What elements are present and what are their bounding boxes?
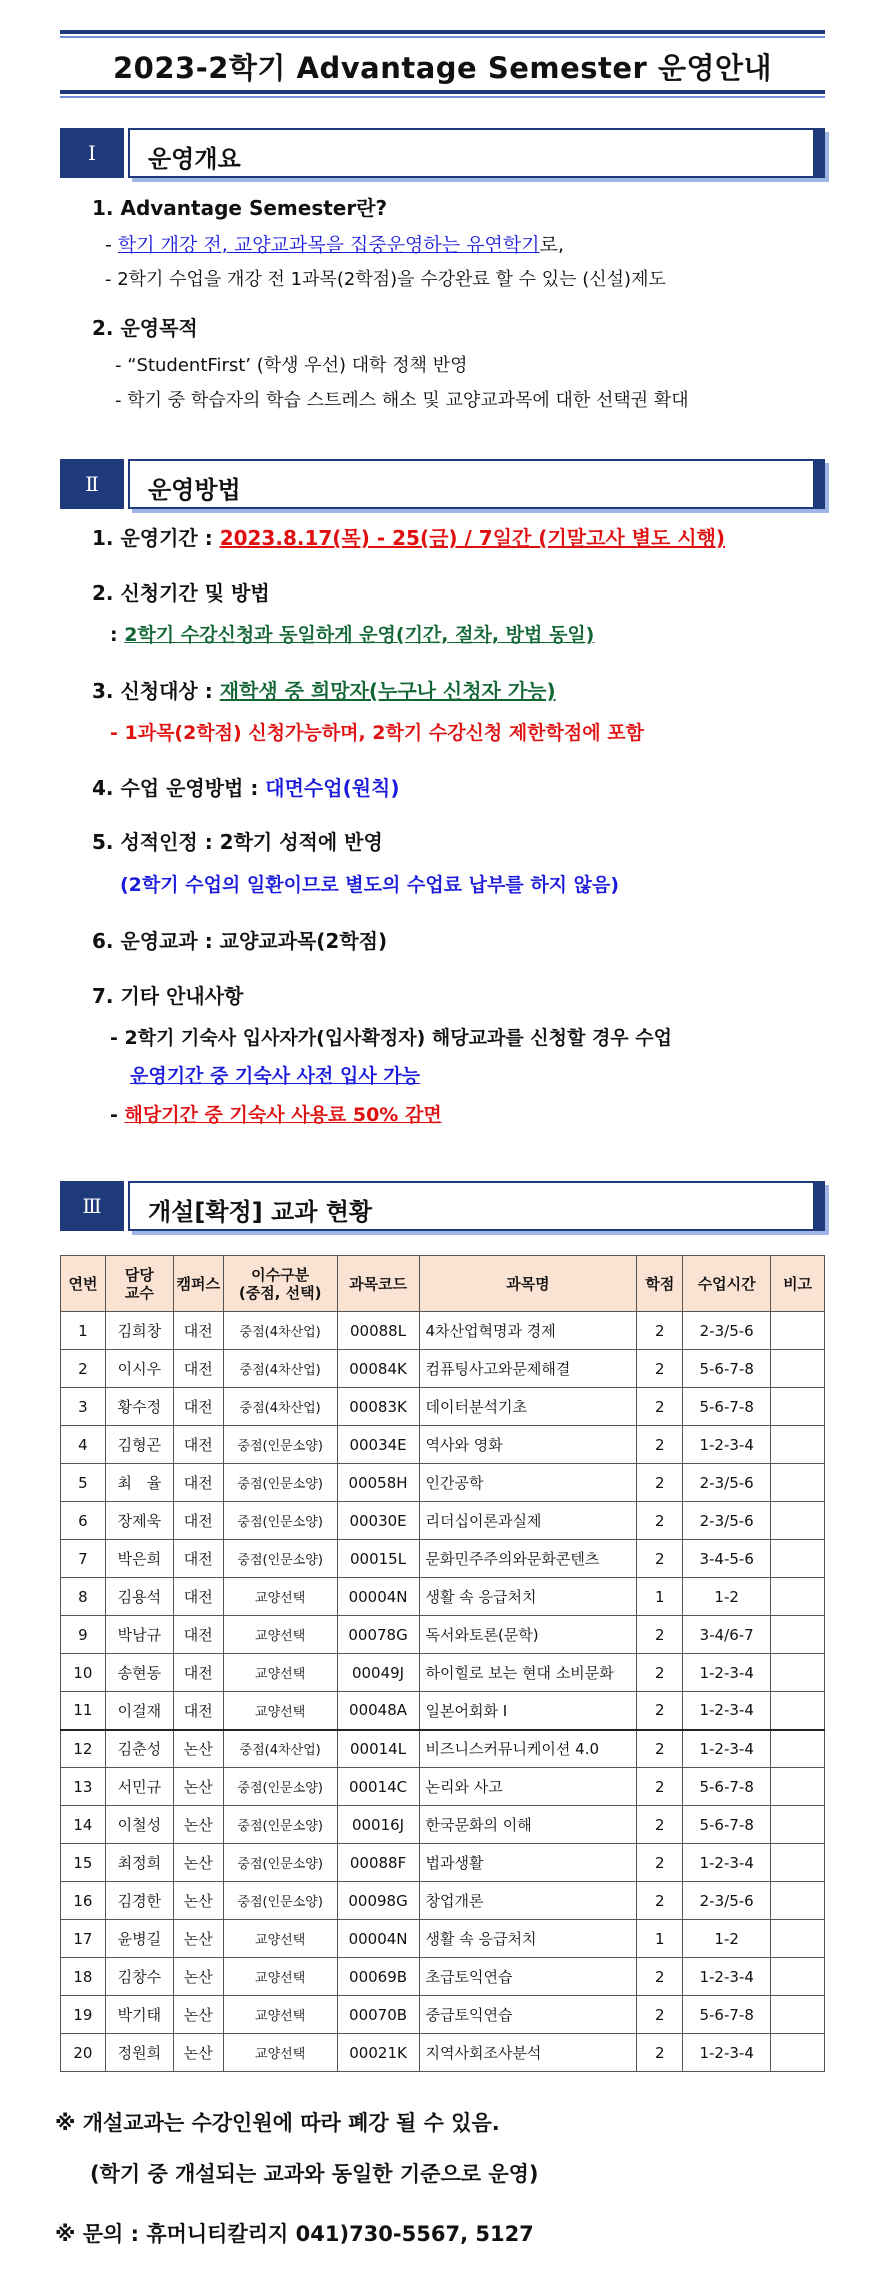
table-cell: 19 [61,1996,106,2034]
table-cell: 00016J [337,1806,419,1844]
table-cell: 중점(인문소양) [223,1882,337,1920]
table-cell: 00049J [337,1654,419,1692]
table-cell: 00014C [337,1768,419,1806]
overview-item1-line2: - 2학기 수업을 개강 전 1과목(2학점)을 수강완료 할 수 있는 (신설)제도 [105,269,666,290]
table-cell: 하이힐로 보는 현대 소비문화 [419,1654,637,1692]
method-apply-heading: 2. 신청기간 및 방법 [92,581,270,605]
table-cell: 박남규 [105,1616,173,1654]
table-cell: 4 [61,1426,106,1464]
table-cell: 대전 [173,1616,223,1654]
table-cell: 00030E [337,1502,419,1540]
table-cell: 초급토익연습 [419,1958,637,1996]
note-contact: ※ 문의 : 휴머니티칼리지 041)730-5567, 5127 [55,2222,534,2246]
table-row [61,1502,825,1540]
table-row [61,1350,825,1388]
table-cell: 3-4/6-7 [683,1616,771,1654]
table-cell: 교양선택 [223,1920,337,1958]
title-banner [60,30,825,98]
table-cell: 교양선택 [223,2034,337,2072]
table-cell: 이철성 [105,1806,173,1844]
table-cell: 생활 속 응급처치 [419,1920,637,1958]
title-rule-bottom-thin [60,96,825,98]
table-cell [771,1616,825,1654]
overview-item2-heading: 2. 운영목적 [92,316,198,340]
colon: : [110,624,125,646]
table-cell: 00014L [337,1730,419,1768]
table-row [61,1996,825,2034]
table-cell [771,1692,825,1730]
method-period-value: 2023.8.17(목) - 25(금) / 7일간 (기말고사 별도 시행) [219,526,726,550]
overview-item2-line1: - “StudentFirst’ (학생 우선) 대학 정책 반영 [115,355,468,376]
table-cell: 독서와토론(문학) [419,1616,637,1654]
table-cell [771,1654,825,1692]
table-cell: 윤병길 [105,1920,173,1958]
table-cell: 1 [61,1312,106,1350]
table-cell: 5-6-7-8 [683,1350,771,1388]
table-cell: 16 [61,1882,106,1920]
method-etc-line3 [110,1100,442,1127]
section-title-box [128,459,825,509]
table-cell: 법과생활 [419,1844,637,1882]
table-row [61,1844,825,1882]
table-cell: 교양선택 [223,1958,337,1996]
table-cell: 2 [61,1350,106,1388]
table-cell: 00069B [337,1958,419,1996]
overview-emphasis: 학기 개강 전, 교양교과목을 집중운영하는 유연학기 [117,234,540,256]
table-cell: 2 [637,1730,683,1768]
table-cell: 2 [637,1806,683,1844]
table-cell [771,1806,825,1844]
section-title-box [128,1181,825,1231]
table-cell: 00021K [337,2034,419,2072]
table-cell: 2 [637,1388,683,1426]
table-cell: 18 [61,1958,106,1996]
table-cell: 12 [61,1730,106,1768]
table-cell: 최정희 [105,1844,173,1882]
table-cell: 창업개론 [419,1882,637,1920]
table-cell: 이시우 [105,1350,173,1388]
table-cell: 2 [637,1464,683,1502]
table-cell: 논산 [173,1958,223,1996]
table-cell: 송현동 [105,1654,173,1692]
section-number: Ⅱ [60,459,124,509]
table-cell: 중급토익연습 [419,1996,637,2034]
table-cell [771,1312,825,1350]
table-cell: 00088F [337,1844,419,1882]
table-cell: 1 [637,1578,683,1616]
note-standard: (학기 중 개설되는 교과와 동일한 기준으로 운영) [90,2162,539,2186]
table-cell: 2 [637,2034,683,2072]
method-apply-emphasis: 2학기 수강신청과 동일하게 운영(기간, 절차, 방법 동일) [124,624,595,646]
table-cell: 1-2-3-4 [683,1844,771,1882]
table-cell: 8 [61,1578,106,1616]
table-row [61,1426,825,1464]
table-cell: 교양선택 [223,1616,337,1654]
section-title-box [128,128,825,178]
table-row [61,1654,825,1692]
table-cell [771,2034,825,2072]
table-cell [771,1350,825,1388]
table-cell: 대전 [173,1578,223,1616]
overview-item1-line1 [105,230,564,257]
table-header-cell: 이수구분 (중점, 선택) [223,1256,337,1312]
table-cell: 인간공학 [419,1464,637,1502]
table-row [61,1540,825,1578]
overview-item2-line2: - 학기 중 학습자의 학습 스트레스 해소 및 교양교과목에 대한 선택권 확대 [115,390,689,411]
table-cell: 김경한 [105,1882,173,1920]
table-cell: 2 [637,1502,683,1540]
table-cell: 6 [61,1502,106,1540]
table-row [61,1806,825,1844]
table-cell: 이걸재 [105,1692,173,1730]
section-title: 운영방법 [148,476,241,504]
table-cell: 3-4-5-6 [683,1540,771,1578]
table-cell: 박은희 [105,1540,173,1578]
table-cell: 2 [637,1996,683,2034]
table-cell: 논산 [173,2034,223,2072]
table-cell: 2-3/5-6 [683,1882,771,1920]
table-cell: 중점(4차산업) [223,1350,337,1388]
table-cell: 대전 [173,1540,223,1578]
title-rule-top [60,30,825,34]
table-cell: 00084K [337,1350,419,1388]
table-cell: 대전 [173,1464,223,1502]
method-grade-note: (2학기 수업의 일환이므로 별도의 수업료 납부를 하지 않음) [120,874,620,896]
table-cell: 1-2-3-4 [683,1730,771,1768]
table-cell: 대전 [173,1388,223,1426]
table-cell: 중점(인문소양) [223,1844,337,1882]
method-period-label: 1. 운영기간 : [92,526,220,550]
table-cell: 1-2 [683,1920,771,1958]
table-cell: 황수정 [105,1388,173,1426]
table-cell: 교양선택 [223,1654,337,1692]
method-etc-heading: 7. 기타 안내사항 [92,984,244,1008]
table-row [61,1616,825,1654]
table-cell: 00015L [337,1540,419,1578]
table-cell: 4차산업혁명과 경제 [419,1312,637,1350]
table-cell: 논산 [173,1844,223,1882]
table-cell: 컴퓨팅사고와문제해결 [419,1350,637,1388]
table-cell: 10 [61,1654,106,1692]
table-cell: 11 [61,1692,106,1730]
table-cell: 15 [61,1844,106,1882]
table-cell: 2 [637,1350,683,1388]
table-cell: 중점(인문소양) [223,1464,337,1502]
table-row [61,1388,825,1426]
table-cell: 교양선택 [223,1578,337,1616]
overview-item1-heading: 1. Advantage Semester란? [92,196,388,220]
table-cell: 장제욱 [105,1502,173,1540]
table-header-cell: 담당 교수 [105,1256,173,1312]
title-rule-top-thin [60,36,825,38]
table-cell: 1-2-3-4 [683,1692,771,1730]
table-cell: 2-3/5-6 [683,1312,771,1350]
table-cell: 00058H [337,1464,419,1502]
table-cell: 리더십이론과실제 [419,1502,637,1540]
title-rule-bottom [60,90,825,94]
table-cell: 김창수 [105,1958,173,1996]
table-row [61,1920,825,1958]
table-cell: 13 [61,1768,106,1806]
page-title: 2023-2학기 Advantage Semester 운영안내 [112,51,773,85]
method-apply-value [110,620,594,647]
table-cell: 00078G [337,1616,419,1654]
table-cell: 중점(4차산업) [223,1312,337,1350]
note-cancellation: ※ 개설교과는 수강인원에 따라 폐강 될 수 있음. [55,2111,500,2135]
table-cell: 대전 [173,1426,223,1464]
table-cell: 중점(인문소양) [223,1540,337,1578]
section-title: 운영개요 [148,145,241,173]
table-cell: 논산 [173,1768,223,1806]
table-header-row [61,1256,825,1312]
table-cell: 논리와 사고 [419,1768,637,1806]
table-cell: 대전 [173,1312,223,1350]
table-cell: 00088L [337,1312,419,1350]
table-row [61,1882,825,1920]
table-cell: 지역사회조사분석 [419,2034,637,2072]
section-header-courses [60,1181,825,1231]
table-cell: 중점(4차산업) [223,1388,337,1426]
table-cell: 20 [61,2034,106,2072]
section-number: Ⅰ [60,128,124,178]
table-cell: 대전 [173,1654,223,1692]
table-cell: 2 [637,1844,683,1882]
table-cell: 중점(인문소양) [223,1806,337,1844]
table-cell: 박기태 [105,1996,173,2034]
table-cell: 7 [61,1540,106,1578]
method-target-value: 재학생 중 희망자(누구나 신청자 가능) [219,679,556,703]
method-etc-dorm: 운영기간 중 기숙사 사전 입사 가능 [130,1065,421,1087]
table-cell [771,1844,825,1882]
table-cell: 00083K [337,1388,419,1426]
table-cell: 1-2-3-4 [683,2034,771,2072]
method-target-note: - 1과목(2학점) 신청가능하며, 2학기 수강신청 제한학점에 포함 [110,722,644,744]
table-cell: 00004N [337,1920,419,1958]
table-cell: 논산 [173,1996,223,2034]
table-header-cell: 과목코드 [337,1256,419,1312]
method-mode-label: 4. 수업 운영방법 : [92,776,266,800]
table-cell: 9 [61,1616,106,1654]
suffix: 로, [539,234,564,256]
table-cell: 5 [61,1464,106,1502]
table-cell: 5-6-7-8 [683,1806,771,1844]
table-header-cell: 캠퍼스 [173,1256,223,1312]
table-cell: 2 [637,1426,683,1464]
table-cell: 1-2 [683,1578,771,1616]
method-mode-value: 대면수업(원칙) [265,776,400,800]
method-target-label: 3. 신청대상 : [92,679,220,703]
table-cell: 김형곤 [105,1426,173,1464]
courses-table [60,1255,825,2072]
table-row [61,1730,825,1768]
table-header-cell: 연번 [61,1256,106,1312]
table-cell: 비즈니스커뮤니케이션 4.0 [419,1730,637,1768]
table-cell: 00048A [337,1692,419,1730]
table-cell: 중점(인문소양) [223,1768,337,1806]
table-row [61,1768,825,1806]
method-etc-discount: 해당기간 중 기숙사 사용료 50% 감면 [124,1104,442,1126]
table-cell [771,1958,825,1996]
method-mode [92,772,400,801]
table-cell: 생활 속 응급처치 [419,1578,637,1616]
table-cell: 2 [637,1540,683,1578]
method-etc-line1: - 2학기 기숙사 입사자가(입사확정자) 해당교과를 신청할 경우 수업 [110,1027,672,1049]
table-row [61,1958,825,1996]
section-title: 개설[확정] 교과 현황 [148,1198,373,1226]
table-cell: 1-2-3-4 [683,1958,771,1996]
table-cell: 서민규 [105,1768,173,1806]
section-header-method [60,459,825,509]
table-cell: 김춘성 [105,1730,173,1768]
table-cell: 00004N [337,1578,419,1616]
table-cell: 2-3/5-6 [683,1502,771,1540]
table-cell [771,1578,825,1616]
table-row [61,1464,825,1502]
table-cell [771,1882,825,1920]
table-cell: 교양선택 [223,1996,337,2034]
section-number: Ⅲ [60,1181,124,1231]
table-cell: 교양선택 [223,1692,337,1730]
table-cell: 1 [637,1920,683,1958]
table-cell: 중점(인문소양) [223,1426,337,1464]
table-cell [771,1540,825,1578]
table-cell: 5-6-7-8 [683,1388,771,1426]
table-row [61,2034,825,2072]
table-cell: 대전 [173,1350,223,1388]
table-cell [771,1768,825,1806]
dash: - [110,1104,125,1126]
table-header-cell: 비고 [771,1256,825,1312]
table-cell: 김희창 [105,1312,173,1350]
table-cell: 2 [637,1312,683,1350]
table-header-cell: 수업시간 [683,1256,771,1312]
table-cell: 3 [61,1388,106,1426]
table-cell: 2 [637,1616,683,1654]
table-cell: 일본어회화 I [419,1692,637,1730]
table-cell [771,1502,825,1540]
section-header-overview [60,128,825,178]
table-cell: 1-2-3-4 [683,1654,771,1692]
table-cell: 00070B [337,1996,419,2034]
table-cell: 김용석 [105,1578,173,1616]
table-cell: 데이터분석기초 [419,1388,637,1426]
table-row [61,1692,825,1730]
table-cell: 1-2-3-4 [683,1426,771,1464]
table-cell [771,1464,825,1502]
table-cell: 2 [637,1958,683,1996]
table-cell [771,1920,825,1958]
method-etc-line2 [130,1061,420,1088]
table-cell: 2 [637,1654,683,1692]
table-cell: 대전 [173,1692,223,1730]
table-cell: 논산 [173,1882,223,1920]
table-cell: 역사와 영화 [419,1426,637,1464]
method-period [92,522,725,551]
table-cell: 00034E [337,1426,419,1464]
table-cell [771,1996,825,2034]
table-cell [771,1426,825,1464]
table-cell [771,1730,825,1768]
table-cell: 논산 [173,1920,223,1958]
table-body [61,1312,825,2072]
method-grade: 5. 성적인정 : 2학기 성적에 반영 [92,830,383,854]
table-cell: 논산 [173,1730,223,1768]
table-cell: 17 [61,1920,106,1958]
table-row [61,1578,825,1616]
table-cell: 14 [61,1806,106,1844]
table-cell: 2-3/5-6 [683,1464,771,1502]
table-cell: 2 [637,1692,683,1730]
table-cell: 최 율 [105,1464,173,1502]
table-cell: 한국문화의 이해 [419,1806,637,1844]
table-cell: 00098G [337,1882,419,1920]
dash: - [105,234,118,256]
table-cell: 대전 [173,1502,223,1540]
table-header-cell: 과목명 [419,1256,637,1312]
method-target [92,675,556,704]
table-cell: 5-6-7-8 [683,1996,771,2034]
method-course: 6. 운영교과 : 교양교과목(2학점) [92,929,388,953]
table-row [61,1312,825,1350]
table-cell: 2 [637,1882,683,1920]
table-cell [771,1388,825,1426]
table-header-cell: 학점 [637,1256,683,1312]
table-cell: 정원희 [105,2034,173,2072]
table-cell: 2 [637,1768,683,1806]
table-cell: 논산 [173,1806,223,1844]
table-cell: 중점(인문소양) [223,1502,337,1540]
table-cell: 문화민주주의와문화콘텐츠 [419,1540,637,1578]
table-cell: 중점(4차산업) [223,1730,337,1768]
table-cell: 5-6-7-8 [683,1768,771,1806]
